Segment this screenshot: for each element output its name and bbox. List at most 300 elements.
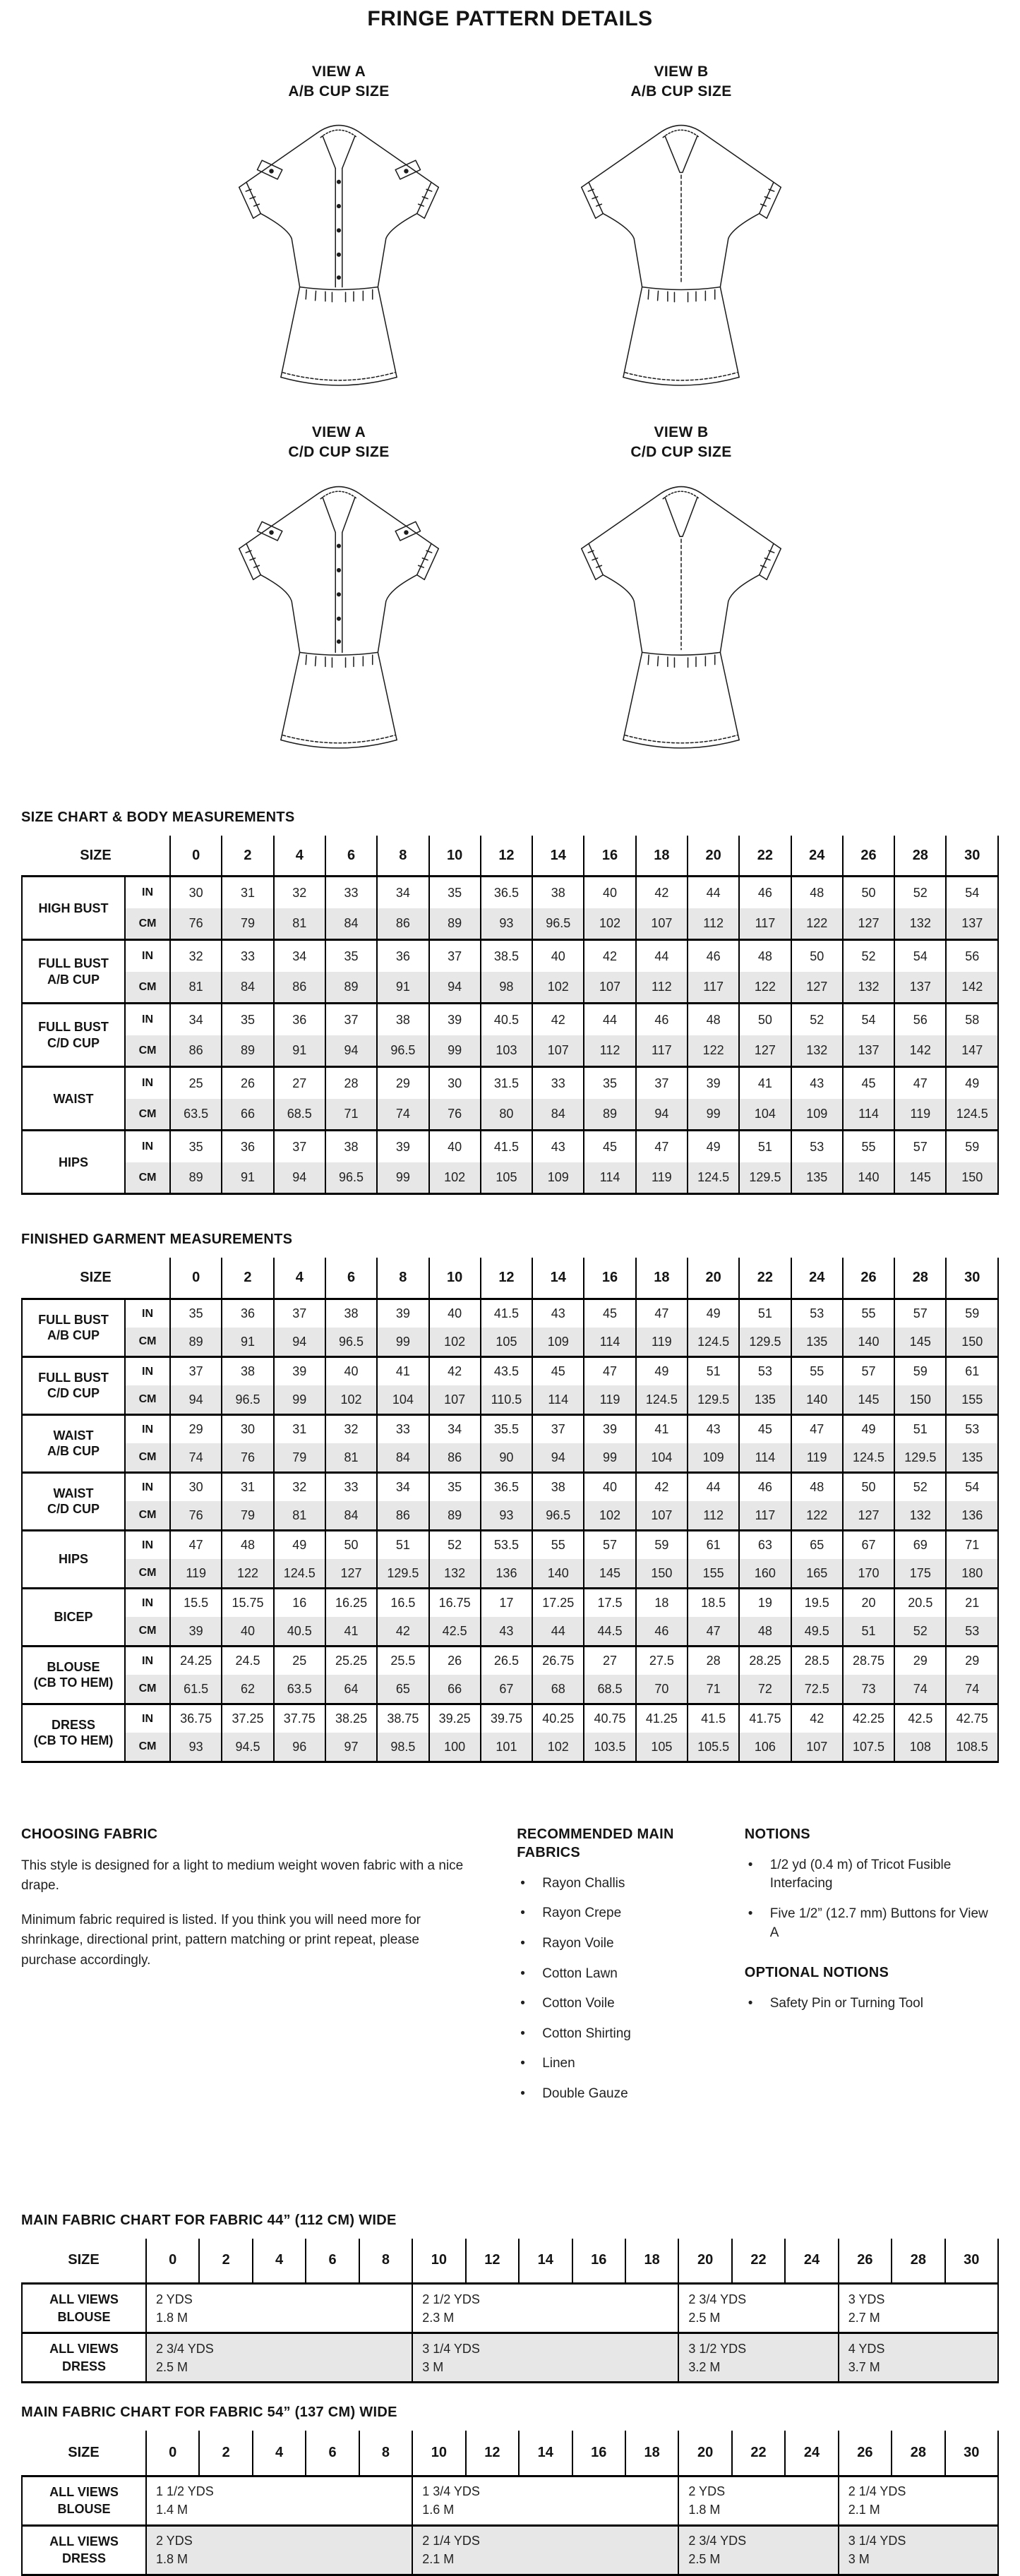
measurement-value: 28 bbox=[325, 1067, 377, 1099]
row-label: HIPS bbox=[22, 1131, 125, 1194]
size-header-cell: 30 bbox=[946, 836, 998, 877]
measurement-value: 39 bbox=[584, 1414, 635, 1443]
measurement-value: 93 bbox=[481, 908, 532, 940]
measurement-value: 31 bbox=[274, 1414, 325, 1443]
measurement-value: 28 bbox=[688, 1646, 739, 1675]
measurement-value: 150 bbox=[636, 1559, 688, 1588]
measurement-value: 50 bbox=[739, 1004, 791, 1035]
measurement-value: 52 bbox=[894, 1617, 946, 1646]
yardage-cell bbox=[146, 2525, 412, 2575]
cm-row bbox=[22, 1443, 998, 1472]
yardage-yds: 2 YDS bbox=[156, 2292, 193, 2306]
measurement-value: 122 bbox=[791, 1501, 843, 1530]
measurement-value: 46 bbox=[636, 1004, 688, 1035]
measurement-value: 35 bbox=[222, 1004, 273, 1035]
measurement-value: 46 bbox=[688, 940, 739, 972]
size-header-cell: 0 bbox=[146, 2239, 199, 2284]
yardage-yds: 3 1/4 YDS bbox=[422, 2341, 480, 2356]
measurement-value: 43 bbox=[688, 1414, 739, 1443]
row-label: BICEP bbox=[22, 1588, 125, 1646]
measurement-value: 51 bbox=[688, 1356, 739, 1385]
measurement-value: 122 bbox=[688, 1035, 739, 1067]
row-label: WAIST C/D CUP bbox=[22, 1472, 125, 1530]
yardage-m: 3.2 M bbox=[688, 2359, 721, 2374]
measurement-value: 70 bbox=[636, 1675, 688, 1704]
measurement-value: 103.5 bbox=[584, 1733, 635, 1762]
measurement-value: 72 bbox=[739, 1675, 791, 1704]
size-header-cell: 24 bbox=[791, 1258, 843, 1299]
measurement-value: 112 bbox=[688, 1501, 739, 1530]
measurement-value: 99 bbox=[429, 1035, 481, 1067]
size-header-cell: 16 bbox=[584, 836, 635, 877]
view-cup-size: A/B CUP SIZE bbox=[630, 83, 732, 100]
measurement-value: 53 bbox=[946, 1617, 998, 1646]
unit-label-in: IN bbox=[125, 1356, 170, 1385]
yardage-yds: 2 1/4 YDS bbox=[848, 2484, 906, 2499]
measurement-value: 48 bbox=[688, 1004, 739, 1035]
measurement-value: 47 bbox=[636, 1299, 688, 1328]
measurement-value: 86 bbox=[377, 908, 428, 940]
measurement-value: 43 bbox=[481, 1617, 532, 1646]
bullet-icon: • bbox=[520, 1966, 525, 1981]
measurement-value: 57 bbox=[843, 1356, 894, 1385]
row-label: FULL BUST C/D CUP bbox=[22, 1004, 125, 1067]
size-header-cell: 8 bbox=[377, 1258, 428, 1299]
view-a-garment-illustration bbox=[198, 465, 480, 762]
notion-list-item bbox=[745, 1856, 999, 1894]
size-header-cell: 4 bbox=[253, 2431, 306, 2476]
yardage-m: 3.7 M bbox=[848, 2359, 880, 2374]
measurement-value: 44 bbox=[688, 1472, 739, 1501]
measurement-row-group bbox=[22, 1530, 998, 1588]
view-label bbox=[532, 423, 832, 462]
size-header-cell: 6 bbox=[325, 836, 377, 877]
view-name: VIEW B bbox=[654, 64, 709, 80]
measurement-value: 15.5 bbox=[170, 1588, 222, 1617]
measurement-value: 29 bbox=[946, 1646, 998, 1675]
measurement-value: 30 bbox=[170, 1472, 222, 1501]
measurement-value: 26 bbox=[429, 1646, 481, 1675]
bullet-icon: • bbox=[748, 1906, 753, 1922]
cm-row bbox=[22, 1099, 998, 1131]
inches-row bbox=[22, 1356, 998, 1385]
measurement-value: 89 bbox=[429, 908, 481, 940]
fabric-list-item bbox=[517, 1904, 745, 1923]
row-label: BLOUSE (CB TO HEM) bbox=[22, 1646, 125, 1704]
measurement-value: 25.5 bbox=[377, 1646, 428, 1675]
fabric-list-item bbox=[517, 1965, 745, 1984]
measurement-value: 127 bbox=[843, 908, 894, 940]
list-item-text: Cotton Lawn bbox=[542, 1966, 618, 1981]
measurement-value: 35 bbox=[170, 1131, 222, 1162]
measurement-value: 68.5 bbox=[584, 1675, 635, 1704]
measurement-row-group bbox=[22, 1704, 998, 1762]
view-b-cd-cell bbox=[532, 423, 832, 761]
measurement-value: 79 bbox=[274, 1443, 325, 1472]
measurement-value: 65 bbox=[377, 1675, 428, 1704]
bullet-icon: • bbox=[520, 2026, 525, 2041]
measurement-value: 106 bbox=[739, 1733, 791, 1762]
measurement-value: 42 bbox=[791, 1704, 843, 1733]
measurement-value: 19.5 bbox=[791, 1588, 843, 1617]
yardage-m: 2.1 M bbox=[422, 2552, 455, 2567]
measurement-value: 102 bbox=[325, 1385, 377, 1414]
size-header-cell: 10 bbox=[412, 2431, 465, 2476]
measurement-value: 160 bbox=[739, 1559, 791, 1588]
measurement-row-group bbox=[22, 1472, 998, 1530]
size-header-cell: 26 bbox=[839, 2239, 892, 2284]
unit-label-cm: CM bbox=[125, 1501, 170, 1530]
measurement-value: 102 bbox=[532, 972, 584, 1004]
list-item-text: 1/2 yd (0.4 m) of Tricot Fusible Interfacing bbox=[769, 1857, 952, 1891]
size-header-cell: 6 bbox=[306, 2431, 359, 2476]
measurement-value: 119 bbox=[584, 1385, 635, 1414]
measurement-value: 44 bbox=[584, 1004, 635, 1035]
size-column-label: SIZE bbox=[22, 2431, 146, 2476]
yardage-cell bbox=[412, 2284, 678, 2333]
measurement-value: 104 bbox=[377, 1385, 428, 1414]
cm-row bbox=[22, 1501, 998, 1530]
measurement-value: 51 bbox=[894, 1414, 946, 1443]
notions-heading: NOTIONS bbox=[744, 1826, 810, 1842]
measurement-value: 98 bbox=[481, 972, 532, 1004]
measurement-value: 94 bbox=[532, 1443, 584, 1472]
measurement-value: 43 bbox=[532, 1299, 584, 1328]
measurement-value: 41 bbox=[739, 1067, 791, 1099]
choosing-fabric-column bbox=[21, 1825, 469, 1985]
size-header-row bbox=[22, 2431, 998, 2476]
yardage-m: 2.5 M bbox=[688, 2552, 721, 2567]
choosing-fabric-paragraph: Minimum fabric required is listed. If you think you will need more for shrinkage, directional print, pattern matching or print repeat, please purchase accordingly. bbox=[21, 1912, 421, 1968]
measurement-value: 86 bbox=[429, 1443, 481, 1472]
yardage-cell bbox=[412, 2525, 678, 2575]
measurement-value: 46 bbox=[739, 877, 791, 908]
measurement-value: 99 bbox=[377, 1162, 428, 1194]
measurement-value: 76 bbox=[429, 1099, 481, 1131]
cm-row bbox=[22, 1162, 998, 1194]
list-item-text: Rayon Crepe bbox=[542, 1906, 622, 1921]
size-header-cell: 18 bbox=[625, 2431, 678, 2476]
measurement-value: 27 bbox=[584, 1646, 635, 1675]
size-header-cell: 2 bbox=[199, 2431, 252, 2476]
size-header-cell: 8 bbox=[377, 836, 428, 877]
size-header-cell: 30 bbox=[946, 1258, 998, 1299]
list-item-text: Linen bbox=[542, 2056, 575, 2071]
size-header-cell: 22 bbox=[739, 1258, 791, 1299]
unit-label-cm: CM bbox=[125, 1443, 170, 1472]
measurement-value: 96.5 bbox=[377, 1035, 428, 1067]
measurement-value: 76 bbox=[222, 1443, 273, 1472]
measurement-value: 84 bbox=[377, 1443, 428, 1472]
yardage-cell bbox=[839, 2476, 998, 2525]
measurement-row-group bbox=[22, 940, 998, 1004]
measurement-value: 16.5 bbox=[377, 1588, 428, 1617]
measurement-value: 61 bbox=[946, 1356, 998, 1385]
measurement-value: 96.5 bbox=[325, 1328, 377, 1356]
measurement-value: 114 bbox=[843, 1099, 894, 1131]
optional-notions-list bbox=[745, 1994, 999, 2014]
measurement-value: 84 bbox=[325, 908, 377, 940]
yardage-cell bbox=[412, 2476, 678, 2525]
measurement-value: 122 bbox=[222, 1559, 273, 1588]
measurement-value: 102 bbox=[584, 1501, 635, 1530]
measurement-value: 101 bbox=[481, 1733, 532, 1762]
yardage-yds: 2 3/4 YDS bbox=[156, 2341, 214, 2356]
measurement-value: 47 bbox=[636, 1131, 688, 1162]
measurement-value: 40 bbox=[532, 940, 584, 972]
measurement-value: 42 bbox=[532, 1004, 584, 1035]
garment-views-grid bbox=[189, 62, 832, 762]
size-header-cell: 16 bbox=[584, 1258, 635, 1299]
size-header-cell: 20 bbox=[688, 1258, 739, 1299]
measurement-value: 39 bbox=[429, 1004, 481, 1035]
yardage-yds: 2 3/4 YDS bbox=[688, 2292, 747, 2306]
size-header-cell: 30 bbox=[945, 2239, 998, 2284]
yardage-cell bbox=[678, 2476, 838, 2525]
measurement-value: 31.5 bbox=[481, 1067, 532, 1099]
measurement-value: 33 bbox=[532, 1067, 584, 1099]
measurement-value: 142 bbox=[894, 1035, 946, 1067]
measurement-value: 96.5 bbox=[325, 1162, 377, 1194]
yardage-m: 2.1 M bbox=[848, 2503, 880, 2517]
measurement-value: 94.5 bbox=[222, 1733, 273, 1762]
yardage-m: 1.8 M bbox=[688, 2503, 721, 2517]
inches-row bbox=[22, 877, 998, 908]
size-header-cell: 24 bbox=[791, 836, 843, 877]
measurement-value: 94 bbox=[274, 1328, 325, 1356]
measurement-value: 74 bbox=[377, 1099, 428, 1131]
measurement-value: 86 bbox=[274, 972, 325, 1004]
view-a-cd-cell bbox=[189, 423, 489, 761]
measurement-value: 28.5 bbox=[791, 1646, 843, 1675]
measurement-value: 107 bbox=[636, 1501, 688, 1530]
measurement-value: 102 bbox=[429, 1162, 481, 1194]
size-column-label: SIZE bbox=[22, 836, 170, 877]
measurement-value: 25.25 bbox=[325, 1646, 377, 1675]
measurement-value: 40.25 bbox=[532, 1704, 584, 1733]
measurement-value: 17.5 bbox=[584, 1588, 635, 1617]
measurement-value: 65 bbox=[791, 1530, 843, 1559]
measurement-value: 40.5 bbox=[481, 1004, 532, 1035]
measurement-value: 37 bbox=[274, 1131, 325, 1162]
measurement-value: 107 bbox=[532, 1035, 584, 1067]
measurement-value: 57 bbox=[894, 1131, 946, 1162]
measurement-value: 53 bbox=[791, 1131, 843, 1162]
size-header-cell: 22 bbox=[732, 2239, 785, 2284]
measurement-value: 35 bbox=[429, 1472, 481, 1501]
measurement-value: 100 bbox=[429, 1733, 481, 1762]
measurement-row-group bbox=[22, 877, 998, 940]
measurement-value: 155 bbox=[946, 1385, 998, 1414]
measurement-value: 49 bbox=[688, 1299, 739, 1328]
measurement-value: 42 bbox=[584, 940, 635, 972]
measurement-value: 84 bbox=[222, 972, 273, 1004]
size-header-cell: 4 bbox=[274, 836, 325, 877]
size-header-cell: 14 bbox=[532, 1258, 584, 1299]
measurement-value: 48 bbox=[739, 1617, 791, 1646]
measurement-value: 56 bbox=[946, 940, 998, 972]
measurement-value: 180 bbox=[946, 1559, 998, 1588]
measurement-value: 39 bbox=[170, 1617, 222, 1646]
size-header-cell: 10 bbox=[429, 836, 481, 877]
fabric-list-item bbox=[517, 1874, 745, 1894]
size-header-cell: 2 bbox=[222, 1258, 273, 1299]
measurement-value: 59 bbox=[894, 1356, 946, 1385]
size-header-cell: 6 bbox=[306, 2239, 359, 2284]
fabric-list-item bbox=[517, 2025, 745, 2044]
size-header-cell: 24 bbox=[785, 2239, 838, 2284]
view-b-garment-illustration bbox=[540, 104, 822, 400]
unit-label-cm: CM bbox=[125, 972, 170, 1004]
unit-label-in: IN bbox=[125, 940, 170, 972]
measurement-value: 109 bbox=[688, 1443, 739, 1472]
unit-label-in: IN bbox=[125, 1646, 170, 1675]
measurement-value: 36 bbox=[377, 940, 428, 972]
yardage-cell bbox=[412, 2333, 678, 2383]
list-item-text: Double Gauze bbox=[542, 2086, 628, 2102]
unit-label-in: IN bbox=[125, 1530, 170, 1559]
measurement-value: 119 bbox=[791, 1443, 843, 1472]
measurement-value: 40 bbox=[429, 1299, 481, 1328]
yardage-cell bbox=[678, 2284, 838, 2333]
measurement-value: 17 bbox=[481, 1588, 532, 1617]
measurement-value: 38 bbox=[222, 1356, 273, 1385]
measurement-value: 117 bbox=[688, 972, 739, 1004]
measurement-value: 114 bbox=[584, 1328, 635, 1356]
measurement-value: 96.5 bbox=[222, 1385, 273, 1414]
recommended-fabrics-column bbox=[517, 1825, 745, 2115]
measurement-value: 16 bbox=[274, 1588, 325, 1617]
measurement-value: 40 bbox=[222, 1617, 273, 1646]
measurement-value: 42 bbox=[636, 1472, 688, 1501]
measurement-value: 62 bbox=[222, 1675, 273, 1704]
measurement-value: 43 bbox=[532, 1131, 584, 1162]
measurement-value: 49 bbox=[843, 1414, 894, 1443]
measurement-value: 155 bbox=[688, 1559, 739, 1588]
measurement-value: 28.75 bbox=[843, 1646, 894, 1675]
measurement-value: 53 bbox=[946, 1414, 998, 1443]
measurement-value: 26.5 bbox=[481, 1646, 532, 1675]
measurement-value: 57 bbox=[894, 1299, 946, 1328]
measurement-value: 74 bbox=[170, 1443, 222, 1472]
measurement-value: 42.25 bbox=[843, 1704, 894, 1733]
measurement-value: 41 bbox=[636, 1414, 688, 1443]
measurement-value: 84 bbox=[532, 1099, 584, 1131]
cm-row bbox=[22, 972, 998, 1004]
view-cup-size: C/D CUP SIZE bbox=[288, 444, 390, 461]
measurement-row-group bbox=[22, 1299, 998, 1356]
measurement-value: 132 bbox=[429, 1559, 481, 1588]
notions-column bbox=[745, 1825, 999, 2025]
measurement-value: 35 bbox=[170, 1299, 222, 1328]
unit-label-in: IN bbox=[125, 1414, 170, 1443]
measurement-value: 94 bbox=[429, 972, 481, 1004]
view-cup-size: A/B CUP SIZE bbox=[288, 83, 390, 100]
inches-row bbox=[22, 1530, 998, 1559]
unit-label-cm: CM bbox=[125, 1675, 170, 1704]
yardage-cell bbox=[146, 2284, 412, 2333]
measurement-value: 26 bbox=[222, 1067, 273, 1099]
measurement-row-group bbox=[22, 1131, 998, 1194]
yardage-yds: 1 3/4 YDS bbox=[422, 2484, 480, 2499]
view-a-ab-cell bbox=[189, 62, 489, 400]
measurement-value: 55 bbox=[843, 1299, 894, 1328]
measurement-value: 54 bbox=[946, 1472, 998, 1501]
measurement-value: 38.5 bbox=[481, 940, 532, 972]
measurement-value: 67 bbox=[481, 1675, 532, 1704]
list-item-text: Five 1/2” (12.7 mm) Buttons for View A bbox=[769, 1906, 988, 1940]
measurement-value: 150 bbox=[946, 1162, 998, 1194]
measurement-value: 64 bbox=[325, 1675, 377, 1704]
measurement-value: 30 bbox=[170, 877, 222, 908]
measurement-value: 97 bbox=[325, 1733, 377, 1762]
inches-row bbox=[22, 1131, 998, 1162]
measurement-value: 18.5 bbox=[688, 1588, 739, 1617]
measurement-value: 56 bbox=[894, 1004, 946, 1035]
yardage-m: 3 M bbox=[848, 2552, 870, 2567]
yardage-row bbox=[22, 2284, 998, 2333]
measurement-value: 127 bbox=[325, 1559, 377, 1588]
yardage-cell bbox=[839, 2333, 998, 2383]
size-header-cell: 26 bbox=[843, 836, 894, 877]
yardage-m: 2.7 M bbox=[848, 2310, 880, 2325]
measurement-value: 37.75 bbox=[274, 1704, 325, 1733]
measurement-value: 24.5 bbox=[222, 1646, 273, 1675]
measurement-value: 135 bbox=[791, 1162, 843, 1194]
measurement-value: 36.5 bbox=[481, 1472, 532, 1501]
measurement-value: 129.5 bbox=[739, 1328, 791, 1356]
measurement-value: 86 bbox=[377, 1501, 428, 1530]
measurement-value: 129.5 bbox=[894, 1443, 946, 1472]
measurement-value: 43.5 bbox=[481, 1356, 532, 1385]
size-header-cell: 20 bbox=[688, 836, 739, 877]
measurement-value: 19 bbox=[739, 1588, 791, 1617]
measurement-value: 170 bbox=[843, 1559, 894, 1588]
measurement-value: 26.75 bbox=[532, 1646, 584, 1675]
yardage-yds: 2 3/4 YDS bbox=[688, 2534, 747, 2548]
measurement-value: 47 bbox=[584, 1356, 635, 1385]
measurement-value: 39.25 bbox=[429, 1704, 481, 1733]
measurement-value: 59 bbox=[946, 1131, 998, 1162]
measurement-value: 114 bbox=[532, 1385, 584, 1414]
size-header-cell: 16 bbox=[572, 2239, 625, 2284]
unit-label-in: IN bbox=[125, 1131, 170, 1162]
measurement-value: 66 bbox=[222, 1099, 273, 1131]
measurement-value: 135 bbox=[946, 1443, 998, 1472]
measurement-value: 107.5 bbox=[843, 1733, 894, 1762]
measurement-value: 37 bbox=[429, 940, 481, 972]
measurement-value: 37.25 bbox=[222, 1704, 273, 1733]
measurement-value: 45 bbox=[532, 1356, 584, 1385]
measurement-value: 89 bbox=[222, 1035, 273, 1067]
measurement-value: 32 bbox=[274, 877, 325, 908]
yardage-cell bbox=[678, 2333, 838, 2383]
unit-label-in: IN bbox=[125, 1472, 170, 1501]
measurement-value: 34 bbox=[377, 877, 428, 908]
measurement-value: 48 bbox=[791, 1472, 843, 1501]
list-item-text: Cotton Shirting bbox=[542, 2026, 631, 2041]
measurement-value: 21 bbox=[946, 1588, 998, 1617]
measurement-value: 137 bbox=[843, 1035, 894, 1067]
measurement-value: 66 bbox=[429, 1675, 481, 1704]
measurement-value: 33 bbox=[325, 1472, 377, 1501]
measurement-value: 38 bbox=[325, 1299, 377, 1328]
size-header-cell: 10 bbox=[412, 2239, 465, 2284]
unit-label-in: IN bbox=[125, 1299, 170, 1328]
measurement-value: 47 bbox=[791, 1414, 843, 1443]
measurement-value: 93 bbox=[481, 1501, 532, 1530]
measurement-value: 47 bbox=[688, 1617, 739, 1646]
